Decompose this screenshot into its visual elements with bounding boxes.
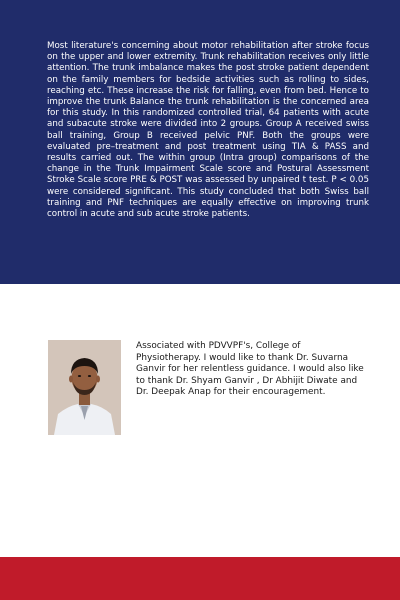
abstract-text: Most literature's concerning about motor rehabilitation after stroke focus on the upper and lower extremity. Trunk rehabilitation receives only little attention. The trunk imbalance makes the post stroke patient dependent on the family members for bedside activities such as rolling to sides, reaching etc. These increase the risk for falling, even from bed. Hence to improve the trunk Balance the trunk rehabilitation is the concerned area for this study. In this randomized controlled trial, 64 patients with acute and subacute stroke were divided into 2 groups. Group A received swiss ball training, Group B received pelvic PNF. Both the groups were evaluated pre–treatment and post treatment using TIA & PASS and results carried out. The within group (Intra group) comparisons of the change in the Trunk Impairment Scale score and Postural Assessment Stroke Scale score PRE & POST was assessed by unpaired t test. P < 0.05 were considered significant. This study concluded that both Swiss ball training and PNF techniques are equally effective on improving trunk control in acute and sub acute stroke patients. [47,41,369,220]
bottom-color-band [0,557,400,600]
author-portrait-image [48,340,121,435]
author-bio: Associated with PDVVPF's, College of Physiotherapy. I would like to thank Dr. Suvarna Ganvir for her relentless guidance. I would also like to thank Dr. Shyam Ganvir , Dr Abhijit Diwate and Dr. Deepak Anap for their encouragement. [136,341,364,398]
author-photo [48,340,121,435]
abstract-panel [0,0,400,284]
